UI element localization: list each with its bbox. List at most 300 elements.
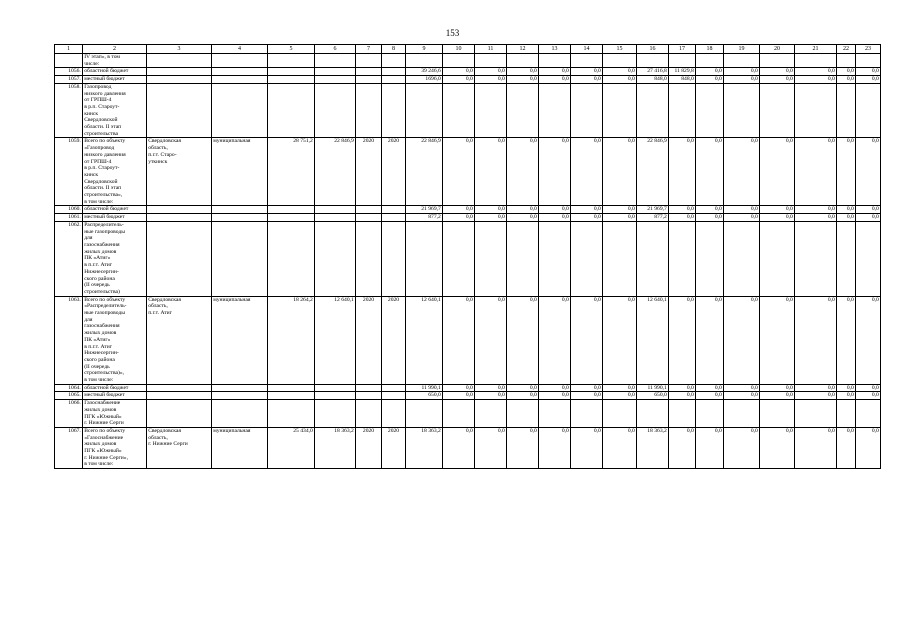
row-number-cell: 1065. [55, 392, 83, 400]
table-cell: 0,0 [539, 296, 571, 384]
table-cell: 0,0 [795, 206, 837, 214]
table-cell: 0,0 [760, 427, 795, 468]
table-cell: 0,0 [760, 384, 795, 392]
column-header: 20 [760, 45, 795, 54]
table-cell: 0,0 [724, 214, 760, 222]
table-cell: муниципальная [212, 296, 268, 384]
column-header: 19 [724, 45, 760, 54]
table-cell: 0,0 [475, 427, 507, 468]
table-cell: 0,0 [760, 206, 795, 214]
table-cell: 0,0 [603, 392, 637, 400]
table-cell [760, 83, 795, 138]
column-header: 21 [795, 45, 837, 54]
budget-table [54, 44, 881, 469]
table-cell [315, 206, 356, 214]
table-cell: 0,0 [507, 138, 539, 206]
table-cell: 0,0 [837, 138, 856, 206]
table-cell [147, 83, 212, 138]
table-cell [212, 76, 268, 84]
column-header: 15 [603, 45, 637, 54]
table-cell: 0,0 [603, 206, 637, 214]
table-cell [147, 392, 212, 400]
column-header: 22 [837, 45, 856, 54]
table-cell [475, 54, 507, 68]
table-cell [315, 54, 356, 68]
table-cell [443, 54, 475, 68]
table-cell: 0,0 [603, 427, 637, 468]
table-cell: 0,0 [507, 76, 539, 84]
table-cell: 0,0 [603, 384, 637, 392]
table-cell [795, 221, 837, 296]
row-description-cell: местный бюджет [83, 76, 147, 84]
table-cell: 18 264,2 [268, 296, 315, 384]
table-cell: 0,0 [696, 392, 724, 400]
row-number-cell: 1056. [55, 68, 83, 76]
table-cell: 0,0 [603, 76, 637, 84]
table-cell: 0,0 [539, 384, 571, 392]
row-number-cell: 1061. [55, 214, 83, 222]
row-number-cell: 1063. [55, 296, 83, 384]
table-cell [147, 206, 212, 214]
table-cell [760, 221, 795, 296]
column-header: 5 [268, 45, 315, 54]
table-cell: муниципальная [212, 427, 268, 468]
column-header: 3 [147, 45, 212, 54]
table-cell [696, 83, 724, 138]
table-cell: 0,0 [539, 427, 571, 468]
table-cell [603, 400, 637, 428]
table-cell [382, 400, 406, 428]
table-cell [724, 83, 760, 138]
column-header: 17 [669, 45, 696, 54]
table-cell: 0,0 [669, 384, 696, 392]
table-cell: 2020 [382, 427, 406, 468]
table-cell: 0,0 [571, 384, 603, 392]
row-number-cell: 1059. [55, 138, 83, 206]
table-cell: 0,0 [443, 68, 475, 76]
table-cell [475, 221, 507, 296]
table-cell: 0,0 [760, 392, 795, 400]
table-cell [760, 54, 795, 68]
table-cell: 0,0 [696, 384, 724, 392]
table-cell: 877,2 [406, 214, 443, 222]
table-cell [315, 76, 356, 84]
table-cell [147, 76, 212, 84]
row-description-cell: местный бюджет [83, 392, 147, 400]
table-cell: 0,0 [571, 296, 603, 384]
table-cell: 0,0 [669, 296, 696, 384]
page-number: 153 [445, 28, 460, 38]
table-row [55, 54, 881, 68]
table-cell [356, 54, 382, 68]
table-cell [268, 384, 315, 392]
table-cell [669, 221, 696, 296]
table-cell [147, 214, 212, 222]
table-cell [268, 54, 315, 68]
table-cell: 0,0 [507, 214, 539, 222]
table-cell: 0,0 [856, 206, 881, 214]
table-cell [795, 54, 837, 68]
table-cell: 0,0 [571, 427, 603, 468]
table-cell [212, 68, 268, 76]
column-header: 12 [507, 45, 539, 54]
table-cell: 2020 [356, 427, 382, 468]
table-cell [356, 221, 382, 296]
table-cell: 22 846,9 [406, 138, 443, 206]
table-row [55, 83, 881, 138]
column-header: 16 [637, 45, 669, 54]
table-cell: 0,0 [475, 384, 507, 392]
table-cell: 0,0 [443, 138, 475, 206]
table-cell [382, 384, 406, 392]
table-cell: 0,0 [795, 76, 837, 84]
header-row [55, 45, 881, 54]
table-cell [382, 54, 406, 68]
table-cell [603, 54, 637, 68]
table-cell [382, 392, 406, 400]
row-description-cell: областной бюджет [83, 384, 147, 392]
row-number-cell: 1064. [55, 384, 83, 392]
table-cell [268, 221, 315, 296]
table-cell: 0,0 [443, 427, 475, 468]
table-cell [539, 54, 571, 68]
table-cell [795, 83, 837, 138]
row-description-cell: Всего по объекту «Газоснабжение жилых домов ПГК «Южный» г. Нижние Серги», в том числе: [83, 427, 147, 468]
table-cell [507, 400, 539, 428]
table-cell: 0,0 [571, 214, 603, 222]
table-cell: 0,0 [696, 296, 724, 384]
column-header: 2 [83, 45, 147, 54]
table-row [55, 68, 881, 76]
table-row [55, 392, 881, 400]
table-cell [669, 54, 696, 68]
column-header: 11 [475, 45, 507, 54]
table-cell [443, 400, 475, 428]
table-cell: 848,0 [669, 76, 696, 84]
table-cell: 0,0 [856, 296, 881, 384]
table-cell: 0,0 [760, 138, 795, 206]
table-cell: 21 969,7 [637, 206, 669, 214]
table-cell: 0,0 [724, 138, 760, 206]
table-cell: 650,0 [637, 392, 669, 400]
table-row [55, 400, 881, 428]
table-cell [603, 221, 637, 296]
table-cell: 0,0 [724, 76, 760, 84]
table-cell: 0,0 [603, 68, 637, 76]
table-cell: 0,0 [724, 68, 760, 76]
table-cell: 0,0 [571, 68, 603, 76]
table-cell [571, 221, 603, 296]
table-cell [315, 68, 356, 76]
table-cell: 0,0 [856, 214, 881, 222]
table-cell [837, 83, 856, 138]
table-cell [356, 400, 382, 428]
table-cell: 0,0 [539, 206, 571, 214]
table-cell: 0,0 [724, 392, 760, 400]
table-cell: 12 640,1 [637, 296, 669, 384]
table-cell [268, 214, 315, 222]
table-cell: 39 246,6 [406, 68, 443, 76]
table-cell [571, 54, 603, 68]
table-cell [356, 384, 382, 392]
table-cell: 0,0 [696, 206, 724, 214]
table-cell [571, 83, 603, 138]
table-cell [356, 83, 382, 138]
table-row [55, 214, 881, 222]
table-cell [475, 83, 507, 138]
row-description-cell: Газопровод низкого давления от ГРПШ-4 в р.п. Староут- кинск Свердловской области. II этап строительства [83, 83, 147, 138]
table-cell [356, 206, 382, 214]
table-header [55, 45, 881, 54]
table-cell: 650,0 [406, 392, 443, 400]
table-cell [539, 83, 571, 138]
table-cell [356, 76, 382, 84]
table-cell: 0,0 [571, 138, 603, 206]
table-cell: 0,0 [795, 392, 837, 400]
row-description-cell: местный бюджет [83, 214, 147, 222]
column-header: 13 [539, 45, 571, 54]
table-cell: 0,0 [795, 138, 837, 206]
row-number-cell: 1066. [55, 400, 83, 428]
table-cell: 28 751,2 [268, 138, 315, 206]
table-cell [382, 206, 406, 214]
table-cell [406, 221, 443, 296]
table-cell: 0,0 [724, 427, 760, 468]
table-cell [356, 68, 382, 76]
table-cell [837, 54, 856, 68]
table-cell [443, 83, 475, 138]
table-cell: 0,0 [539, 392, 571, 400]
table-cell [212, 384, 268, 392]
table-cell [382, 76, 406, 84]
table-cell: 18 363,2 [406, 427, 443, 468]
table-cell [147, 221, 212, 296]
table-cell: муниципальная [212, 138, 268, 206]
table-cell: 0,0 [795, 68, 837, 76]
table-cell [212, 54, 268, 68]
table-cell: 0,0 [837, 392, 856, 400]
table-cell [268, 392, 315, 400]
column-header: 4 [212, 45, 268, 54]
table-cell [382, 214, 406, 222]
table-cell: 0,0 [760, 76, 795, 84]
table-cell [760, 400, 795, 428]
table-cell: 1696,0 [406, 76, 443, 84]
table-cell: 0,0 [443, 296, 475, 384]
table-cell [147, 68, 212, 76]
table-cell: 0,0 [724, 384, 760, 392]
table-cell: 0,0 [603, 296, 637, 384]
table-cell [268, 83, 315, 138]
table-cell: 0,0 [760, 296, 795, 384]
table-cell: 2020 [382, 138, 406, 206]
table-cell: 0,0 [856, 392, 881, 400]
table-cell: 0,0 [443, 214, 475, 222]
table-cell [443, 221, 475, 296]
table-cell: 0,0 [669, 138, 696, 206]
table-cell: 0,0 [795, 427, 837, 468]
row-description-cell: областной бюджет [83, 68, 147, 76]
row-number-cell [55, 54, 83, 68]
table-cell: 0,0 [837, 206, 856, 214]
table-cell [837, 221, 856, 296]
table-cell [475, 400, 507, 428]
row-description-cell: Распределитель- ные газопроводы для газоснабжения жилых домов ПК «Атиг» в п.г.т. Атиг Нижнесергин- ского района (II очередь строительства) [83, 221, 147, 296]
table-cell: 2020 [356, 296, 382, 384]
table-cell: 0,0 [856, 68, 881, 76]
table-cell [147, 400, 212, 428]
table-cell: 0,0 [760, 68, 795, 76]
table-cell [382, 83, 406, 138]
table-cell: 0,0 [507, 206, 539, 214]
table-cell: 0,0 [507, 296, 539, 384]
table-cell [669, 83, 696, 138]
table-cell [315, 384, 356, 392]
row-description-cell: Всего по объекту «Распределитель- ные газопроводы для газоснабжения жилых домов ПК «Атиг» в п.г.т. Атиг Нижнесергин- ского района (II очередь строительства)», в том числе: [83, 296, 147, 384]
table-cell [315, 400, 356, 428]
table-cell [356, 392, 382, 400]
table-cell [147, 54, 212, 68]
table-cell [856, 221, 881, 296]
table-cell: 0,0 [856, 427, 881, 468]
table-cell: 18 363,2 [315, 427, 356, 468]
column-header: 8 [382, 45, 406, 54]
table-cell: 0,0 [539, 138, 571, 206]
table-cell: 877,2 [637, 214, 669, 222]
table-cell: 0,0 [696, 214, 724, 222]
column-header: 10 [443, 45, 475, 54]
table-cell: 18 363,2 [637, 427, 669, 468]
row-number-cell: 1062. [55, 221, 83, 296]
column-header: 1 [55, 45, 83, 54]
table-cell: 0,0 [795, 214, 837, 222]
table-cell: 0,0 [856, 76, 881, 84]
table-cell: 0,0 [669, 214, 696, 222]
table-cell [268, 68, 315, 76]
table-cell: 0,0 [760, 214, 795, 222]
column-header: 14 [571, 45, 603, 54]
table-cell: 0,0 [724, 296, 760, 384]
table-cell [571, 400, 603, 428]
table-cell: 0,0 [669, 427, 696, 468]
table-cell: 0,0 [837, 384, 856, 392]
table-cell: 0,0 [603, 138, 637, 206]
table-cell: 0,0 [475, 206, 507, 214]
table-cell [382, 221, 406, 296]
table-cell: 0,0 [696, 76, 724, 84]
table-row [55, 296, 881, 384]
table-cell: 11 990,1 [406, 384, 443, 392]
table-cell: 0,0 [724, 206, 760, 214]
table-cell [637, 83, 669, 138]
table-cell: 0,0 [475, 76, 507, 84]
table-cell [268, 76, 315, 84]
table-cell: 0,0 [837, 76, 856, 84]
table-cell [507, 221, 539, 296]
table-cell [724, 400, 760, 428]
row-number-cell: 1060. [55, 206, 83, 214]
table-cell: 0,0 [443, 206, 475, 214]
table-cell [539, 221, 571, 296]
table-cell [147, 384, 212, 392]
table-cell: 21 969,7 [406, 206, 443, 214]
table-cell: 0,0 [475, 138, 507, 206]
column-header: 7 [356, 45, 382, 54]
table-cell [856, 400, 881, 428]
table-cell [696, 400, 724, 428]
table-cell [382, 68, 406, 76]
table-cell: 0,0 [571, 206, 603, 214]
table-cell: 0,0 [507, 427, 539, 468]
table-cell: 0,0 [669, 392, 696, 400]
table-cell [724, 54, 760, 68]
table-cell: 0,0 [571, 392, 603, 400]
table-cell [637, 54, 669, 68]
table-cell: 0,0 [856, 384, 881, 392]
table-cell [795, 400, 837, 428]
table-cell: 0,0 [539, 76, 571, 84]
table-cell [268, 400, 315, 428]
table-cell: 11 990,1 [637, 384, 669, 392]
table-cell: 0,0 [603, 214, 637, 222]
table-cell: 0,0 [696, 427, 724, 468]
table-row [55, 138, 881, 206]
table-row [55, 221, 881, 296]
table-cell [406, 83, 443, 138]
table-cell [724, 221, 760, 296]
table-cell: 0,0 [837, 68, 856, 76]
table-cell: 27 416,8 [637, 68, 669, 76]
table-cell: Свердловская область, п.г.т. Старо- уткинск [147, 138, 212, 206]
table-cell: 22 846,9 [637, 138, 669, 206]
table-cell: 12 640,1 [315, 296, 356, 384]
table-cell: 0,0 [795, 384, 837, 392]
table-cell [856, 54, 881, 68]
table-cell: 0,0 [669, 206, 696, 214]
table-cell: 0,0 [837, 427, 856, 468]
table-cell [212, 83, 268, 138]
column-header: 6 [315, 45, 356, 54]
table-cell [315, 83, 356, 138]
table-row [55, 206, 881, 214]
column-header: 23 [856, 45, 881, 54]
table-cell: 0,0 [507, 384, 539, 392]
table-cell [507, 54, 539, 68]
table-cell [315, 214, 356, 222]
row-number-cell: 1067. [55, 427, 83, 468]
table-cell [637, 221, 669, 296]
table-cell [212, 206, 268, 214]
table-cell: 848,0 [637, 76, 669, 84]
table-cell [268, 206, 315, 214]
table-cell: 0,0 [837, 214, 856, 222]
table-cell: 0,0 [443, 76, 475, 84]
table-cell [507, 83, 539, 138]
table-cell: 12 640,1 [406, 296, 443, 384]
table-cell [603, 83, 637, 138]
table-cell: 0,0 [571, 76, 603, 84]
table-cell [406, 54, 443, 68]
row-number-cell: 1057. [55, 76, 83, 84]
table-cell [406, 400, 443, 428]
row-description-cell: Всего по объекту «Газопровод низкого давления от ГРПШ-4 в р.п. Староут- кинск Свердловской области. II этап строительства», в том числе: [83, 138, 147, 206]
table-cell [315, 392, 356, 400]
table-cell: Свердловская область, г. Нижние Серги [147, 427, 212, 468]
table-cell: 0,0 [539, 68, 571, 76]
table-cell: 0,0 [475, 68, 507, 76]
column-header: 18 [696, 45, 724, 54]
table-cell: 0,0 [696, 68, 724, 76]
